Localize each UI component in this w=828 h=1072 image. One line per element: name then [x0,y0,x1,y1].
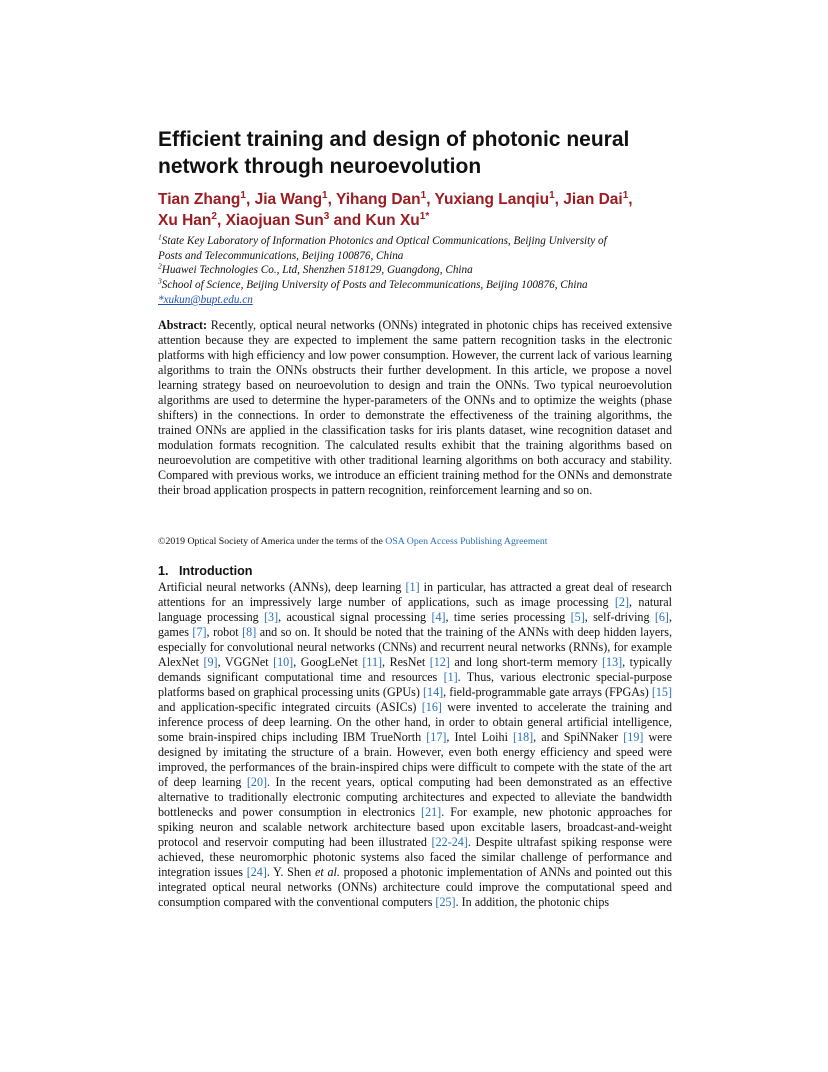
citation-link[interactable]: [18] [513,730,534,744]
abstract-label: Abstract: [158,318,208,332]
author-name: Tian Zhang [158,191,241,208]
affiliation-text: School of Science, Beijing University of Posts and Telecommunications, Beijing 100876, China [161,279,588,292]
citation-link[interactable]: [15] [651,685,672,699]
author-name: Yihang Dan [335,191,421,208]
affiliation-line [158,249,672,264]
affiliation-text: Huawei Technologies Co., Ltd, Shenzhen 518129, Guangdong, China [161,264,473,277]
affiliations [158,234,672,308]
citation-link[interactable]: [6] [654,610,669,624]
citation-link[interactable]: [8] [242,625,257,639]
affiliation-mark: 3 [158,276,162,286]
citation-link[interactable]: [19] [623,730,644,744]
citation-link[interactable]: [2] [614,595,630,609]
affiliation-mark: 2 [158,261,162,271]
author-list: Tian Zhang$^1$, Jia Wang$^1$, Yihang Dan$^1$, Yuxiang Lanqiu$^1$, Jian Dai$^1$, Xu Han$^2$, Xiaojuan Sun$^3$ and Kun $Xu^{1*}$ [158,189,633,229]
citation-link[interactable]: [21] [421,805,442,819]
citation-link[interactable]: [1] [405,580,420,594]
citation-link[interactable]: [17] [426,730,447,744]
citation-link[interactable]: [11] [362,655,383,669]
affiliation-text: Posts and Telecommunications, Beijing 100876, China [158,249,404,262]
corresponding-email[interactable]: *xukun@bupt.edu.cn [158,293,253,306]
citation-link[interactable]: [12] [429,655,450,669]
citation-link[interactable]: [9] [203,655,218,669]
citation-link[interactable]: [25] [435,895,456,909]
affiliation-text: State Key Laboratory of Information Photonics and Optical Communications, Beijing University of [161,235,607,247]
section-number: 1. [158,564,169,578]
author-name: Kun Xu [365,212,420,229]
citation-link[interactable]: [14] [423,685,444,699]
author-affiliation-mark: 1 [549,189,555,201]
citation-link[interactable]: [13] [602,655,623,669]
abstract [158,318,672,498]
citation-link[interactable]: [20] [246,775,268,789]
section-title: Introduction [179,564,253,578]
citation-link[interactable]: [4] [431,610,446,624]
copyright-text: ©2019 Optical Society of America under the terms of the [158,536,386,547]
citation-link[interactable]: [1] [443,670,458,684]
affiliation-line [158,278,672,293]
paper-title: Efficient training and design of photonic neural network through neuroevolution [158,128,630,178]
abstract-text: Recently, optical neural networks (ONNs) integrated in photonic chips has received extensive attention because they are expected to implement the same pattern recognition tasks in the electronic platforms with high efficiency and low power consumption. However, the current lack of various learning algorithms to train the ONNs obstructs their further development. In this article, we propose a novel learning strategy based on neuroevolution to design and train the ONNs. Two typical neuroevolution algorithms are used to determine the hyper-parameters of the ONNs and to optimize the weights (phase shifters) in the connections. In order to demonstrate the effectiveness of the training algorithms, the trained ONNs are applied in the classification tasks for iris plants dataset, wine recognition dataset and modulation formats recognition. The calculated results exhibit that the training algorithms based on neuroevolution are competitive with other traditional learning algorithms on both accuracy and stability. Compared with previous works, we introduce an efficient training method for the ONNs and demonstrate their broad application prospects in pattern recognition, reinforcement learning and so on. [158,318,672,497]
citation-link[interactable]: [7] [192,625,207,639]
author-affiliation-mark: 1 [322,189,328,201]
citation-link[interactable]: [3] [264,610,279,624]
introduction-body: Artificial neural networks (ANNs), deep learning [1] in particular, has attracted a great deal of research attentions for an impressively large number of applications, such as image processing [2], natural language processing [3], acoustical signal processing [4], time series processing [5], self-driving [6], games [7], robot [8] and so on. It should be noted that the training of the ANNs with deep hidden layers, especially for convolutional neural networks (CNNs) and recurrent neural networks (RNNs), for example AlexNet [9], VGGNet [10], GoogLeNet [11], ResNet [12] and long short-term memory [13], typically demands significant computational time and resources [1]. Thus, various electronic special-purpose platforms based on graphical processing units (GPUs) [14], field-programmable gate arrays (FPGAs) [15] and application-specific integrated circuits (ASICs) [16] were invented to accelerate the training and inference process of deep learning. On the other hand, in order to obtain general artificial intelligence, some brain-inspired chips including IBM TrueNorth [17], Intel Loihi [18], and SpiNNaker [19] were designed by imitating the structure of a brain. However, even both energy efficiency and speed were improved, the performances of the brain-inspired chips were difficult to compete with the state of the art of deep learning [20]. In the recent years, optical computing had been demonstrated as an effective alternative to traditionally electronic computing architectures and expected to alleviate the bandwidth bottlenecks and power consumption in electronics [21]. For example, new photonic approaches for spiking neuron and scalable network architecture based upon excitable lasers, broadcast-and-weight protocol and reservoir computing had been illustrated [22-24]. Despite ultrafast spiking response were achieved, these neuromorphic photonic systems also faced the similar challenge of performance and integration issues [24]. Y. Shen et al. proposed a photonic implementation of ANNs and pointed out this integrated optical neural networks (ONNs) architecture could improve the computational speed and consumption compared with the conventional computers [25]. In addition, the photonic chips [158,580,673,909]
author-name: Yuxiang Lanqiu [434,191,550,208]
section-heading [158,564,672,579]
author-name: Jian Dai [563,191,623,208]
author-affiliation-mark: 2 [211,210,217,222]
citation-link[interactable]: [10] [273,655,294,669]
affiliation-lines [158,234,672,293]
citation-link[interactable]: [22-24] [431,835,468,849]
author-affiliation-mark: 3 [323,210,330,222]
author-name: Jia Wang [254,191,323,208]
author-name: Xiaojuan Sun [225,212,324,229]
citation-link[interactable]: [5] [570,610,585,624]
author-affiliation-mark: 1 [420,189,427,201]
citation-link[interactable]: [16] [421,700,442,714]
affiliation-line [158,234,672,249]
author-affiliation-mark: 1* [419,210,430,222]
license-link[interactable]: OSA Open Access Publishing Agreement [385,536,548,547]
italic-text: et al. [315,865,340,879]
author-name: Xu Han [158,212,212,229]
affiliation-line [158,263,672,278]
author-affiliation-mark: 1 [622,189,629,201]
citation-link[interactable]: [24] [246,865,267,879]
copyright-notice [158,536,672,548]
author-affiliation-mark: 1 [240,189,246,201]
affiliation-mark: 1 [158,232,162,242]
